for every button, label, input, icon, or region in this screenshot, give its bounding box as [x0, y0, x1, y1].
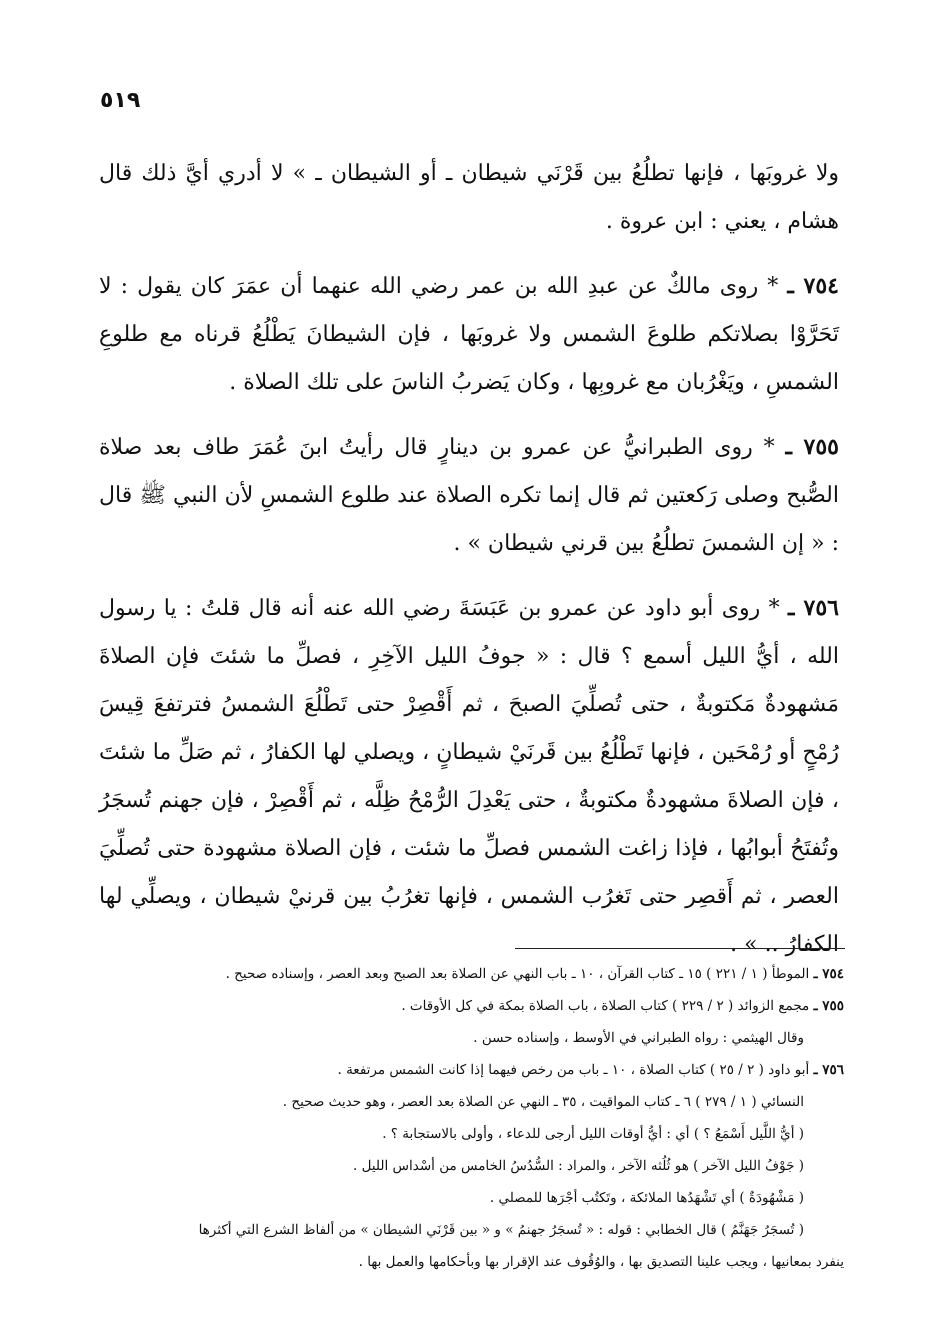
footnote-line: [104, 958, 844, 990]
hadith-number: ٧٥٤ ـ: [787, 273, 839, 299]
footnote-text: مجمع الزوائد ( ٢ / ٢٢٩ ) كتاب الصلاة ، باب الصلاة بمكة في كل الأوقات .: [401, 998, 810, 1014]
footnote-text: ( أيُّ اللَّيل أَسْمَعُ ؟ ) أي : أيُّ أوقات الليل أرجى للدعاء ، وأولى بالاستجابة ؟ .: [382, 1126, 804, 1142]
footnote-text: ( جَوْفُ الليل الآخر ) هو ثُلُثه الآخر ، والمراد : السُّدُسُ الخامس من أسْداس الليل .: [353, 1158, 804, 1174]
footnotes: [104, 958, 844, 1278]
paragraph-754: [99, 262, 839, 407]
footnote-text: وقال الهيثمي : رواه الطبراني في الأوسط ، وإسناده حسن .: [473, 1030, 804, 1046]
paragraph-text: * روى مالكٌ عن عبدِ الله بن عمر رضي الله عنهما أن عمَرَ كان يقول : لا تَحَرَّوْا بصلاتكم طلوعَ الشمس ولا غروبَها ، فإن الشيطانَ يَطْلُعُ قرناه مع طلوعِ الشمسِ ، ويَغْرُبان مع غروبِها ، وكان يَضربُ الناسَ على تلك الصلاة .: [99, 274, 839, 395]
footnote-line: [104, 1214, 844, 1246]
footnote-divider: [515, 948, 845, 949]
footnote-number: ٧٥٤ ـ: [813, 966, 844, 982]
footnote-line: [104, 990, 844, 1022]
paragraph-text: * روى أبو داود عن عمرو بن عَبَسَةَ رضي الله عنه أنه قال قلتُ : يا رسول الله ، أيُّ الليل أسمع ؟ قال : « جوفُ الليل الآخِرِ ، فصلِّ ما شئتَ فإن الصلاةَ مَشهودةٌ مَكتوبةٌ ، حتى تُصلِّيَ الصبحَ ، ثم أَقْصِرْ حتى تَطْلُعَ الشمسُ فترتفعَ قِيسَ رُمْحٍ أو رُمْحَين ، فإنها تَطْلُعُ بين قَرنَيْ شيطانٍ ، ويصلي لها الكفارُ ، ثم صَلِّ ما شئتَ ، فإن الصلاةَ مشهودةٌ مكتوبةٌ ، حتى يَعْدِلَ الرُّمْحُ ظِلَّه ، ثم أَقْصِرْ ، فإن جهنم تُسجَرُ وتُفتَحُ أبوابُها ، فإذا زاغت الشمس فصلِّ ما شئت ، فإن الصلاة مشهودة حتى تُصلِّيَ العصر ، ثم أَقصِر حتى تَغرُب الشمس ، فإنها تغرُبُ بين قرنيْ شيطان ، ويصلِّي لها الكفارُ .. » .: [99, 596, 839, 957]
paragraph-756: [99, 584, 839, 969]
footnote-text: ( مَشْهُودَةٌ ) أي تَشْهَدُها الملائكة ، وتَكتُب أجْرَها للمصلي .: [489, 1190, 804, 1206]
footnote-line: [104, 1150, 844, 1182]
footnote-line: [104, 1054, 844, 1086]
page-number: ٥١٩: [100, 88, 141, 113]
paragraph-text: * روى الطبرانيُّ عن عمرو بن دينارٍ قال رأيتُ ابنَ عُمَرَ طاف بعد صلاة الصُّبح وصلى رَكعتين ثم قال إنما تكره الصلاة عند طلوع الشمسِ لأن النبي ﷺ قال : « إن الشمسَ تطلُعُ بين قرني شيطان » .: [99, 435, 839, 556]
main-text: [99, 150, 839, 985]
footnote-number: ٧٥٥ ـ: [813, 998, 844, 1014]
hadith-number: ٧٥٥ ـ: [785, 434, 839, 460]
footnote-line: [104, 1022, 844, 1054]
footnote-text: الموطأ ( ١ / ٢٢١ ) ١٥ ـ كتاب القرآن ، ١٠ ـ باب النهي عن الصلاة بعد الصبح وبعد العصر ، وإسناده صحيح .: [225, 966, 810, 982]
footnote-text: ( تُسجَرُ جَهَنَّمُ ) قال الخطابي : قوله : « تُسجَرُ جهنمُ » و « بين قَرْنَي الشيطان » من ألفاظ الشرع التي أكثرها: [198, 1222, 804, 1238]
footnote-line: [104, 1182, 844, 1214]
footnote-line: [104, 1246, 844, 1278]
paragraph-continuation: [99, 150, 839, 246]
footnote-text: أبو داود ( ٢ / ٢٥ ) كتاب الصلاة ، ١٠ ـ باب من رخص فيهما إذا كانت الشمس مرتفعة .: [337, 1062, 810, 1078]
footnote-line: [104, 1118, 844, 1150]
footnote-text: النسائي ( ١ / ٢٧٩ ) ٦ ـ كتاب المواقيت ، ٣٥ ـ النهي عن الصلاة بعد العصر ، وهو حديث صحيح .: [282, 1094, 804, 1110]
hadith-number: ٧٥٦ ـ: [788, 595, 839, 621]
paragraph-755: [99, 423, 839, 568]
footnote-line: [104, 1086, 844, 1118]
footnote-text: ينفرد بمعانيها ، ويجب علينا التصديق بها ، والوُقُوف عند الإقرار بها وبأحكامها والعمل بها .: [358, 1254, 844, 1270]
footnote-number: ٧٥٦ ـ: [813, 1062, 844, 1078]
paragraph-text: ولا غروبَها ، فإنها تطلُعُ بين قَرْنَي شيطان ـ أو الشيطان ـ » لا أدري أيَّ ذلك قال هشام ، يعني : ابن عروة .: [99, 161, 839, 234]
